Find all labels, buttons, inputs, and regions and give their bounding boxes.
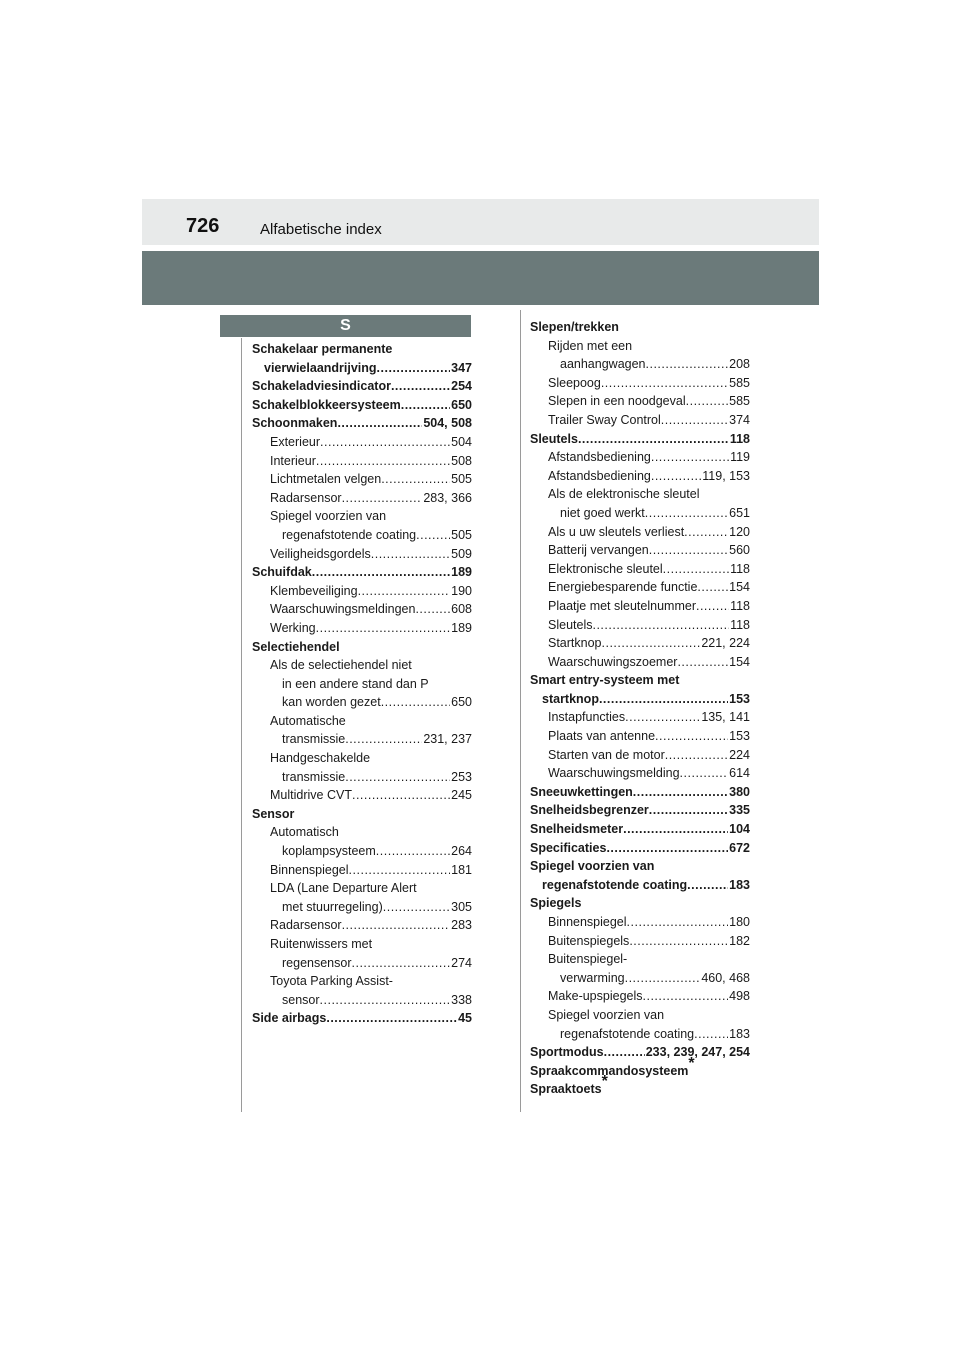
dot-leader	[349, 861, 451, 880]
index-entry	[252, 768, 472, 787]
section-title: Alfabetische index	[260, 221, 382, 238]
page-reference: 118	[730, 561, 750, 576]
page-reference: 118	[729, 431, 750, 446]
index-entry-text: Veiligheidsgordels	[270, 546, 371, 561]
index-entry	[530, 541, 750, 560]
index-entry	[530, 1025, 750, 1044]
index-entry-text: Ruitenwissers met	[270, 937, 373, 951]
index-entry	[252, 935, 472, 954]
dot-leader	[381, 693, 450, 712]
index-entry	[252, 470, 472, 489]
index-entry	[252, 340, 472, 359]
index-entry	[530, 337, 750, 356]
asterisk-marker: *	[688, 1054, 695, 1072]
index-entry	[252, 712, 472, 731]
dot-leader	[684, 523, 728, 542]
page-reference: 505	[451, 472, 472, 487]
index-entry	[252, 898, 472, 917]
index-entry	[530, 578, 750, 597]
index-entry-text: Waarschuwingsmelding	[548, 766, 680, 781]
dot-leader	[391, 377, 450, 396]
index-entry-text: Elektronische sleutel	[548, 561, 663, 576]
index-entry	[530, 913, 750, 932]
index-entry-text: Schakeladviesindicator	[252, 379, 391, 394]
index-entry-text: Buitenspiegels	[548, 933, 630, 948]
index-entry-text: regenafstotende coating	[542, 877, 688, 892]
index-entry	[530, 857, 750, 876]
dot-leader	[601, 374, 728, 393]
index-entry-text: in een andere stand dan P	[282, 676, 429, 691]
page-reference: 380	[729, 784, 750, 799]
index-entry	[530, 485, 750, 504]
dot-leader	[599, 690, 728, 709]
dot-leader	[383, 898, 450, 917]
page-reference: 614	[729, 766, 750, 781]
index-entry-text: Spiegel voorzien van	[270, 509, 387, 524]
index-entry-text: Schoonmaken	[252, 416, 338, 431]
page-reference: 118	[730, 598, 750, 613]
index-entry	[252, 359, 472, 378]
page-reference: 119, 153	[702, 468, 750, 483]
page-reference: 651	[729, 505, 750, 520]
index-entry-text: Side airbags	[252, 1011, 327, 1026]
index-entry	[530, 708, 750, 727]
index-entry	[252, 954, 472, 973]
column-divider-right	[520, 310, 521, 1112]
index-column-left	[252, 340, 472, 1028]
page-reference: 208	[729, 357, 750, 372]
index-entry-text: Afstandsbediening	[548, 450, 651, 465]
dot-leader	[320, 991, 451, 1010]
index-entry	[530, 523, 750, 542]
index-entry	[252, 582, 472, 601]
page-reference: 509	[451, 546, 472, 561]
index-entry-text: Spiegels	[530, 896, 582, 911]
grey-banner	[142, 251, 819, 305]
index-entry-text: Als de elektronische sleutel	[548, 487, 700, 502]
index-entry	[530, 987, 750, 1006]
index-entry-text: Rijden met een	[548, 338, 633, 353]
index-entry-text: Snelheidsmeter	[530, 822, 624, 837]
page-reference: 233, 239, 247, 254	[645, 1045, 750, 1060]
index-entry-text: Snelheidsbegrenzer	[530, 803, 649, 818]
index-entry	[252, 861, 472, 880]
index-entry-text: koplampsysteem	[282, 844, 376, 859]
page-reference: 183	[729, 1026, 750, 1041]
index-entry-text: regenafstotende coating	[282, 527, 417, 542]
index-entry-text: startknop	[542, 691, 599, 706]
page-reference: 283, 366	[423, 490, 472, 505]
page-reference: 254	[451, 379, 472, 394]
dot-leader	[352, 954, 451, 973]
index-entry	[530, 764, 750, 783]
index-entry-text: Radarsensor	[270, 490, 342, 505]
index-entry-text: Schakelaar permanente	[252, 342, 393, 356]
index-entry-text: Waarschuwingszoemer	[548, 654, 678, 669]
index-entry	[252, 842, 472, 861]
index-entry	[530, 690, 750, 709]
index-entry-text: regensensor	[282, 955, 352, 970]
dot-leader	[377, 359, 451, 378]
index-entry	[252, 991, 472, 1010]
dot-leader	[592, 616, 729, 635]
page-reference: 274	[451, 955, 472, 970]
index-entry	[530, 969, 750, 988]
index-entry-text: Exterieur	[270, 434, 321, 449]
index-entry	[252, 786, 472, 805]
index-entry	[530, 671, 750, 690]
index-entry-text: transmissie	[282, 732, 346, 747]
index-entry-text: Sportmodus	[530, 1045, 604, 1060]
index-entry-text: Schakelblokkeersysteem	[252, 397, 401, 412]
dot-leader	[633, 783, 728, 802]
dot-leader	[680, 764, 729, 783]
index-entry	[252, 489, 472, 508]
index-entry-text: Als u uw sleutels verliest	[548, 524, 685, 539]
index-entry-text: Automatisch	[270, 825, 339, 840]
page-reference: 154	[729, 580, 750, 595]
page-reference: 672	[729, 840, 750, 855]
dot-leader	[661, 411, 728, 430]
page-reference: 585	[729, 394, 750, 409]
index-entry-text: Multidrive CVT	[270, 788, 352, 803]
index-entry	[252, 916, 472, 935]
index-entry	[252, 545, 472, 564]
index-entry	[252, 377, 472, 396]
dot-leader	[665, 746, 728, 765]
index-entry	[530, 1054, 750, 1081]
index-entry	[252, 563, 472, 582]
dot-leader	[320, 433, 450, 452]
index-entry	[530, 430, 750, 449]
index-entry-text: transmissie	[282, 769, 346, 784]
index-entry	[530, 616, 750, 635]
dot-leader	[643, 987, 729, 1006]
page-reference: 153	[729, 691, 750, 706]
index-entry-text: Lichtmetalen velgen	[270, 472, 382, 487]
dot-leader	[381, 470, 450, 489]
dot-leader	[604, 1043, 645, 1062]
dot-leader	[696, 597, 729, 616]
index-entry-text: kan worden gezet	[282, 695, 381, 710]
index-entry-text: Slepen in een noodgeval	[548, 394, 686, 409]
index-entry-text: Sleepoog	[548, 375, 601, 390]
page-reference: 189	[451, 565, 472, 580]
page-reference: 264	[451, 844, 472, 859]
page-reference: 231, 237	[423, 732, 472, 747]
index-entry-text: sensor	[282, 992, 320, 1007]
dot-leader	[687, 876, 728, 895]
index-entry	[530, 783, 750, 802]
index-entry-text: Instapfuncties	[548, 710, 626, 725]
index-entry	[252, 693, 472, 712]
page-reference: 189	[451, 620, 472, 635]
page-reference: 508	[451, 453, 472, 468]
page-reference: 183	[729, 877, 750, 892]
index-entry-text: Slepen/trekken	[530, 320, 619, 334]
index-entry	[530, 820, 750, 839]
index-entry-text: Werking	[270, 620, 316, 635]
index-entry-text: Make-upspiegels	[548, 989, 643, 1004]
index-entry-text: met stuurregeling)	[282, 899, 383, 914]
index-entry-text: Spraaktoets	[530, 1082, 602, 1097]
index-entry	[530, 448, 750, 467]
index-entry	[530, 950, 750, 969]
index-entry	[530, 932, 750, 951]
dot-leader	[646, 355, 729, 374]
page-reference: 181	[451, 862, 472, 877]
index-entry	[252, 823, 472, 842]
index-entry	[530, 318, 750, 337]
index-entry	[530, 653, 750, 672]
index-entry-text: Plaatje met sleutelnummer	[548, 598, 696, 613]
index-entry-text: Spiegel voorzien van	[530, 859, 655, 874]
index-entry	[252, 805, 472, 824]
index-entry-text: Waarschuwingsmeldingen	[270, 602, 416, 617]
dot-leader	[686, 392, 729, 411]
page-reference: 560	[729, 543, 750, 558]
index-entry	[530, 560, 750, 579]
index-entry-text: Toyota Parking Assist-	[270, 974, 393, 989]
dot-leader	[629, 932, 728, 951]
index-entry	[530, 801, 750, 820]
index-entry-text: Specificaties	[530, 840, 607, 855]
index-entry	[530, 597, 750, 616]
index-entry-text: niet goed werkt	[560, 505, 645, 520]
index-entry-text: LDA (Lane Departure Alert	[270, 881, 417, 896]
page-reference: 104	[729, 822, 750, 837]
dot-leader	[655, 727, 728, 746]
index-entry	[252, 656, 472, 675]
page-reference: 650	[451, 695, 472, 710]
index-entry-text: Klembeveiliging	[270, 583, 358, 598]
index-entry-text: Sleutels	[548, 617, 593, 632]
dot-leader	[697, 578, 728, 597]
dot-leader	[606, 839, 728, 858]
page-reference: 347	[451, 360, 472, 375]
index-entry-text: aanhangwagen	[560, 357, 646, 372]
index-entry-text: Buitenspiegel-	[548, 952, 628, 967]
index-entry	[530, 746, 750, 765]
index-entry	[252, 433, 472, 452]
dot-leader	[651, 467, 701, 486]
index-entry	[530, 392, 750, 411]
dot-leader	[694, 1025, 728, 1044]
index-entry	[530, 839, 750, 858]
index-entry	[530, 1073, 750, 1099]
index-entry-text: Starten van de motor	[548, 747, 665, 762]
dot-leader	[625, 708, 700, 727]
dot-leader	[326, 1009, 457, 1028]
index-entry-text: Interieur	[270, 453, 316, 468]
page-reference: 224	[729, 747, 750, 762]
index-entry	[252, 452, 472, 471]
dot-leader	[312, 563, 450, 582]
index-entry-text: Selectiehendel	[252, 639, 340, 654]
index-entry	[252, 638, 472, 657]
page-reference: 505	[451, 527, 472, 542]
index-entry	[530, 727, 750, 746]
dot-leader	[625, 969, 701, 988]
index-entry-text: verwarming	[560, 970, 625, 985]
index-entry	[530, 1043, 750, 1062]
dot-leader	[358, 582, 451, 601]
letter-tab: S	[220, 315, 471, 337]
page-reference: 119	[730, 450, 750, 465]
dot-leader	[645, 504, 728, 523]
index-entry	[252, 414, 472, 433]
page-reference: 135, 141	[701, 710, 750, 725]
index-entry	[252, 526, 472, 545]
index-entry-text: Batterij vervangen	[548, 543, 649, 558]
dot-leader	[345, 730, 422, 749]
index-entry-text: Sneeuwkettingen	[530, 784, 633, 799]
dot-leader	[337, 414, 422, 433]
asterisk-marker: *	[601, 1073, 608, 1091]
index-entry-text: Trailer Sway Control	[548, 412, 661, 427]
dot-leader	[623, 820, 728, 839]
dot-leader	[416, 526, 450, 545]
index-entry	[530, 894, 750, 913]
page-reference: 253	[451, 769, 472, 784]
dot-leader	[316, 619, 451, 638]
index-entry	[530, 1006, 750, 1025]
index-entry	[530, 411, 750, 430]
index-entry	[252, 507, 472, 526]
index-entry-text: Als de selectiehendel niet	[270, 658, 412, 673]
dot-leader	[415, 600, 450, 619]
index-entry	[530, 355, 750, 374]
index-entry	[252, 600, 472, 619]
index-entry	[530, 876, 750, 895]
page-reference: 154	[729, 654, 750, 669]
index-entry	[252, 972, 472, 991]
index-entry-text: Radarsensor	[270, 918, 342, 933]
page-reference: 460, 468	[701, 970, 750, 985]
page-reference: 498	[729, 989, 750, 1004]
index-entry-text: Spiegel voorzien van	[548, 1007, 665, 1022]
dot-leader	[316, 452, 450, 471]
dot-leader	[602, 634, 701, 653]
index-entry-text: Afstandsbediening	[548, 468, 651, 483]
dot-leader	[371, 545, 450, 564]
dot-leader	[401, 396, 450, 415]
index-entry	[530, 504, 750, 523]
index-entry-text: Energiebesparende functie	[548, 580, 698, 595]
dot-leader	[649, 541, 728, 560]
index-entry-text: Binnenspiegel	[270, 862, 349, 877]
header-band	[142, 199, 819, 245]
page-reference: 374	[729, 412, 750, 427]
index-entry	[252, 396, 472, 415]
dot-leader	[677, 653, 728, 672]
page-reference: 182	[729, 933, 750, 948]
index-entry-text: regenafstotende coating	[560, 1026, 695, 1041]
index-entry-text: Schuifdak	[252, 565, 312, 580]
index-entry-text: Startknop	[548, 636, 602, 651]
dot-leader	[578, 430, 729, 449]
dot-leader	[342, 916, 451, 935]
dot-leader	[663, 560, 729, 579]
index-entry	[252, 1009, 472, 1028]
index-entry-text: Sleutels	[530, 431, 578, 446]
index-entry	[252, 749, 472, 768]
index-entry	[530, 634, 750, 653]
index-entry	[252, 619, 472, 638]
dot-leader	[376, 842, 450, 861]
page-reference: 120	[729, 524, 750, 539]
index-entry-text: Sensor	[252, 806, 295, 821]
index-entry-text: Handgeschakelde	[270, 751, 371, 766]
index-entry-text: vierwielaandrijving	[264, 360, 377, 375]
index-entry-text: Binnenspiegel	[548, 915, 627, 929]
index-entry	[530, 374, 750, 393]
dot-leader	[345, 768, 450, 787]
index-column-right	[530, 318, 750, 1099]
index-entry-text: Plaats van antenne	[548, 729, 656, 744]
page-reference: 221, 224	[701, 636, 750, 651]
index-entry-text: Spraakcommandosysteem	[530, 1063, 689, 1078]
page-reference: 153	[729, 729, 750, 744]
page-reference: 283	[451, 918, 472, 933]
page-reference: 190	[451, 583, 472, 598]
index-entry	[252, 730, 472, 749]
index-entry-text: Smart entry-systeem met	[530, 673, 680, 688]
page-reference: 305	[451, 899, 472, 914]
page-reference: 650	[451, 397, 472, 412]
page-number: 726	[186, 215, 220, 237]
page-reference: 504, 508	[423, 416, 472, 431]
page-reference: 245	[451, 788, 472, 803]
index-entry	[252, 879, 472, 898]
page-reference: 45	[458, 1011, 472, 1026]
index-entry	[530, 467, 750, 486]
page-reference: 585	[729, 375, 750, 390]
page-reference: 180	[729, 915, 750, 929]
column-divider-left	[241, 338, 242, 1112]
dot-leader	[342, 489, 423, 508]
page-reference: 338	[451, 992, 472, 1007]
index-entry-text: Automatische	[270, 713, 346, 728]
page-reference: 335	[729, 803, 750, 818]
dot-leader	[352, 786, 450, 805]
page-reference: 504	[451, 434, 472, 449]
page-reference: 118	[730, 617, 750, 632]
dot-leader	[651, 448, 729, 467]
dot-leader	[649, 801, 728, 820]
index-entry	[252, 675, 472, 694]
page-reference: 608	[451, 602, 472, 617]
dot-leader	[627, 913, 729, 932]
